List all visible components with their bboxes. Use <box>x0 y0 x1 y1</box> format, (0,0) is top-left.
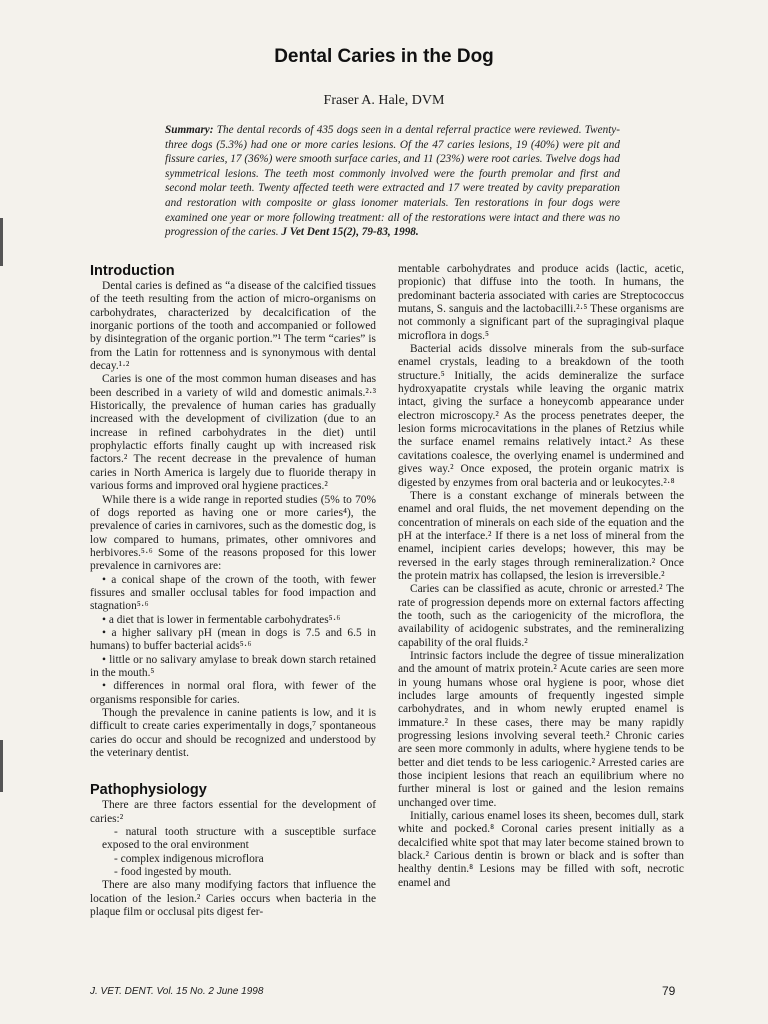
journal-footer: J. VET. DENT. Vol. 15 No. 2 June 1998 <box>90 986 264 997</box>
list-item: - natural tooth structure with a susceptible surface exposed to the oral environment <box>102 826 376 852</box>
body-paragraph: Intrinsic factors include the degree of tissue mineralization and the amount of matrix protein.² Acute caries are seen more in young humans whose oral hygiene is poor, whose diet includes large amounts of frequently ingested simple carbohydrates, and in whom newly erupted enamel is immature.² In these cases, there may be many rapidly progressing lesions involving several teeth.² Chronic caries are seen more commonly in adults, where hygiene tends to be better and diet tends to be less cariogenic.² Arrested caries are those incipient lesions that reach an equilibrium where no further mineral is lost or gained and the lesion remains unchanged over time. <box>398 649 684 809</box>
body-paragraph: Though the prevalence in canine patients is low, and it is difficult to create caries experimentally in dogs,⁷ spontaneous caries do occur and should be recognized and understood by the veterinary dentist. <box>90 707 376 760</box>
pathophysiology-heading: Pathophysiology <box>90 782 207 799</box>
body-paragraph: Initially, carious enamel loses its sheen, becomes dull, stark white and pocked.⁸ Coronal caries present initially as a decalcified white spot that may later become stained brown to black.² Carious dentin is brown or black and is softer than healthy dentin.⁸ Lesions may be filled with soft, necrotic enamel and <box>398 810 684 889</box>
body-paragraph: There is a constant exchange of minerals between the enamel and oral fluids, the net movement depending on the concentration of minerals on each side of the equation and the pH at the interface.² If there is a net loss of mineral from the enamel, incipient caries develops; however, this may be reversed in the early stages through remineralization.² Once the protein matrix has collapsed, the lesion is irreversible.² <box>398 489 684 582</box>
summary-citation: J Vet Dent 15(2), 79-83, 1998. <box>278 226 419 239</box>
scan-edge-mark <box>0 740 3 792</box>
bullet-item: • a diet that is lower in fermentable carbohydrates⁵·⁶ <box>102 613 341 626</box>
left-column <box>90 263 376 919</box>
bullet-item: • little or no salivary amylase to break down starch retained in the mouth.⁵ <box>90 653 376 679</box>
body-paragraph: While there is a wide range in reported studies (5% to 70% of dogs reported as having one or more caries⁴), the prevalence of caries in carnivores, such as the domestic dog, is low compared to humans, primates, other omnivores and herbivores.⁵·⁶ Some of the reasons proposed for this lower prevalence in carnivores are: <box>90 493 376 573</box>
body-paragraph: Caries can be classified as acute, chronic or arrested.² The rate of progression depends more on external factors affecting the tooth, such as the cariogenicity of the microflora, the availability of acidogenic substrates, and the remineralizing capability of the oral fluids.² <box>398 583 684 649</box>
list-item: - food ingested by mouth. <box>114 866 232 879</box>
body-paragraph: There are also many modifying factors that influence the location of the lesion.² Caries occurs when bacteria in the plaque film or occlusal pits digest fer- <box>90 879 376 919</box>
article-author: Fraser A. Hale, DVM <box>323 93 445 108</box>
introduction-heading: Introduction <box>90 263 175 279</box>
body-paragraph: There are three factors essential for the development of caries:² <box>90 799 376 825</box>
page-number: 79 <box>662 984 676 998</box>
bullet-item: • differences in normal oral flora, with fewer of the organisms responsible for caries. <box>90 680 376 706</box>
body-paragraph: mentable carbohydrates and produce acids (lactic, acetic, propionic) that diffuse into the tooth. In humans, the predominant bacteria associated with caries are Streptococcus mutans, S. sanguis and the lactobacilli.²·⁵ These organisms are not commonly a significant part of the supragingival plaque microflora in dogs.⁵ <box>398 263 684 342</box>
right-column <box>398 263 684 890</box>
summary-label: Summary: <box>165 124 214 136</box>
bullet-item: • a conical shape of the crown of the tooth, with fewer fissures and smaller occlusal tables for food impaction and stagnation⁵·⁶ <box>90 573 376 613</box>
list-item: - complex indigenous microflora <box>114 852 264 865</box>
bullet-item: • a higher salivary pH (mean in dogs is 7.5 and 6.5 in humans) to buffer bacterial acids⁵·⁶ <box>90 626 376 653</box>
scan-edge-mark <box>0 218 3 266</box>
summary-text: The dental records of 435 dogs seen in a dental referral practice were reviewed. Twenty-three dogs (5.3%) had one or more caries lesions. Of the 47 caries lesions, 19 (40%) were pit and fissure caries, 17 (36%) were smooth surface caries, and 11 (23%) were root caries. Twelve dogs had symmetrical lesions. The teeth most commonly involved were the fourth premolar and first and second molar teeth. Twenty affected teeth were extracted and 17 were treated by cavity preparation and restoration with composite or glass ionomer materials. Ten restorations in four dogs were examined one year or more following treatment: all of the restorations were intact and there was no progression of the caries. <box>165 124 620 239</box>
article-title: Dental Caries in the Dog <box>274 46 494 67</box>
article-summary <box>165 123 620 240</box>
body-paragraph: Caries is one of the most common human diseases and has been described in a variety of wild and domestic animals.²·³ Historically, the prevalence of human caries has gradually increased with the development of civilization (due to an increase in refined carbohydrates in the diet) until prophylactic efforts finally caught up with increased risk factors.² The recent decrease in the prevalence of human caries in North America is largely due to fluoride therapy in various forms and improved oral hygiene practices.² <box>90 373 376 493</box>
body-paragraph: Dental caries is defined as “a disease of the calcified tissues of the teeth resulting from the action of micro-organisms on carbohydrates, characterized by decalcification of the inorganic portions of the tooth and accompanied or followed by disintegration of the organic portion.”¹ The term “caries” is from the Latin for rottenness and is synonymous with dental decay.¹·² <box>90 280 376 373</box>
body-paragraph: Bacterial acids dissolve minerals from the sub-surface enamel crystals, leading to a breakdown of the tooth structure.⁵ Initially, the acids demineralize the surface hydroxyapatite crystals while leaving the organic matrix intact, giving the surface a honeycomb appearance under electron microscopy.² As the process penetrates deeper, the lesion forms microcavitations in the planes of Retzius while the surface enamel remains relatively intact.² As these cavitations coalesce, the overlying enamel is undermined and gives way.² Once exposed, the protein organic matrix is digested by enzymes from oral bacteria and or leukocytes.²·⁸ <box>398 343 684 489</box>
